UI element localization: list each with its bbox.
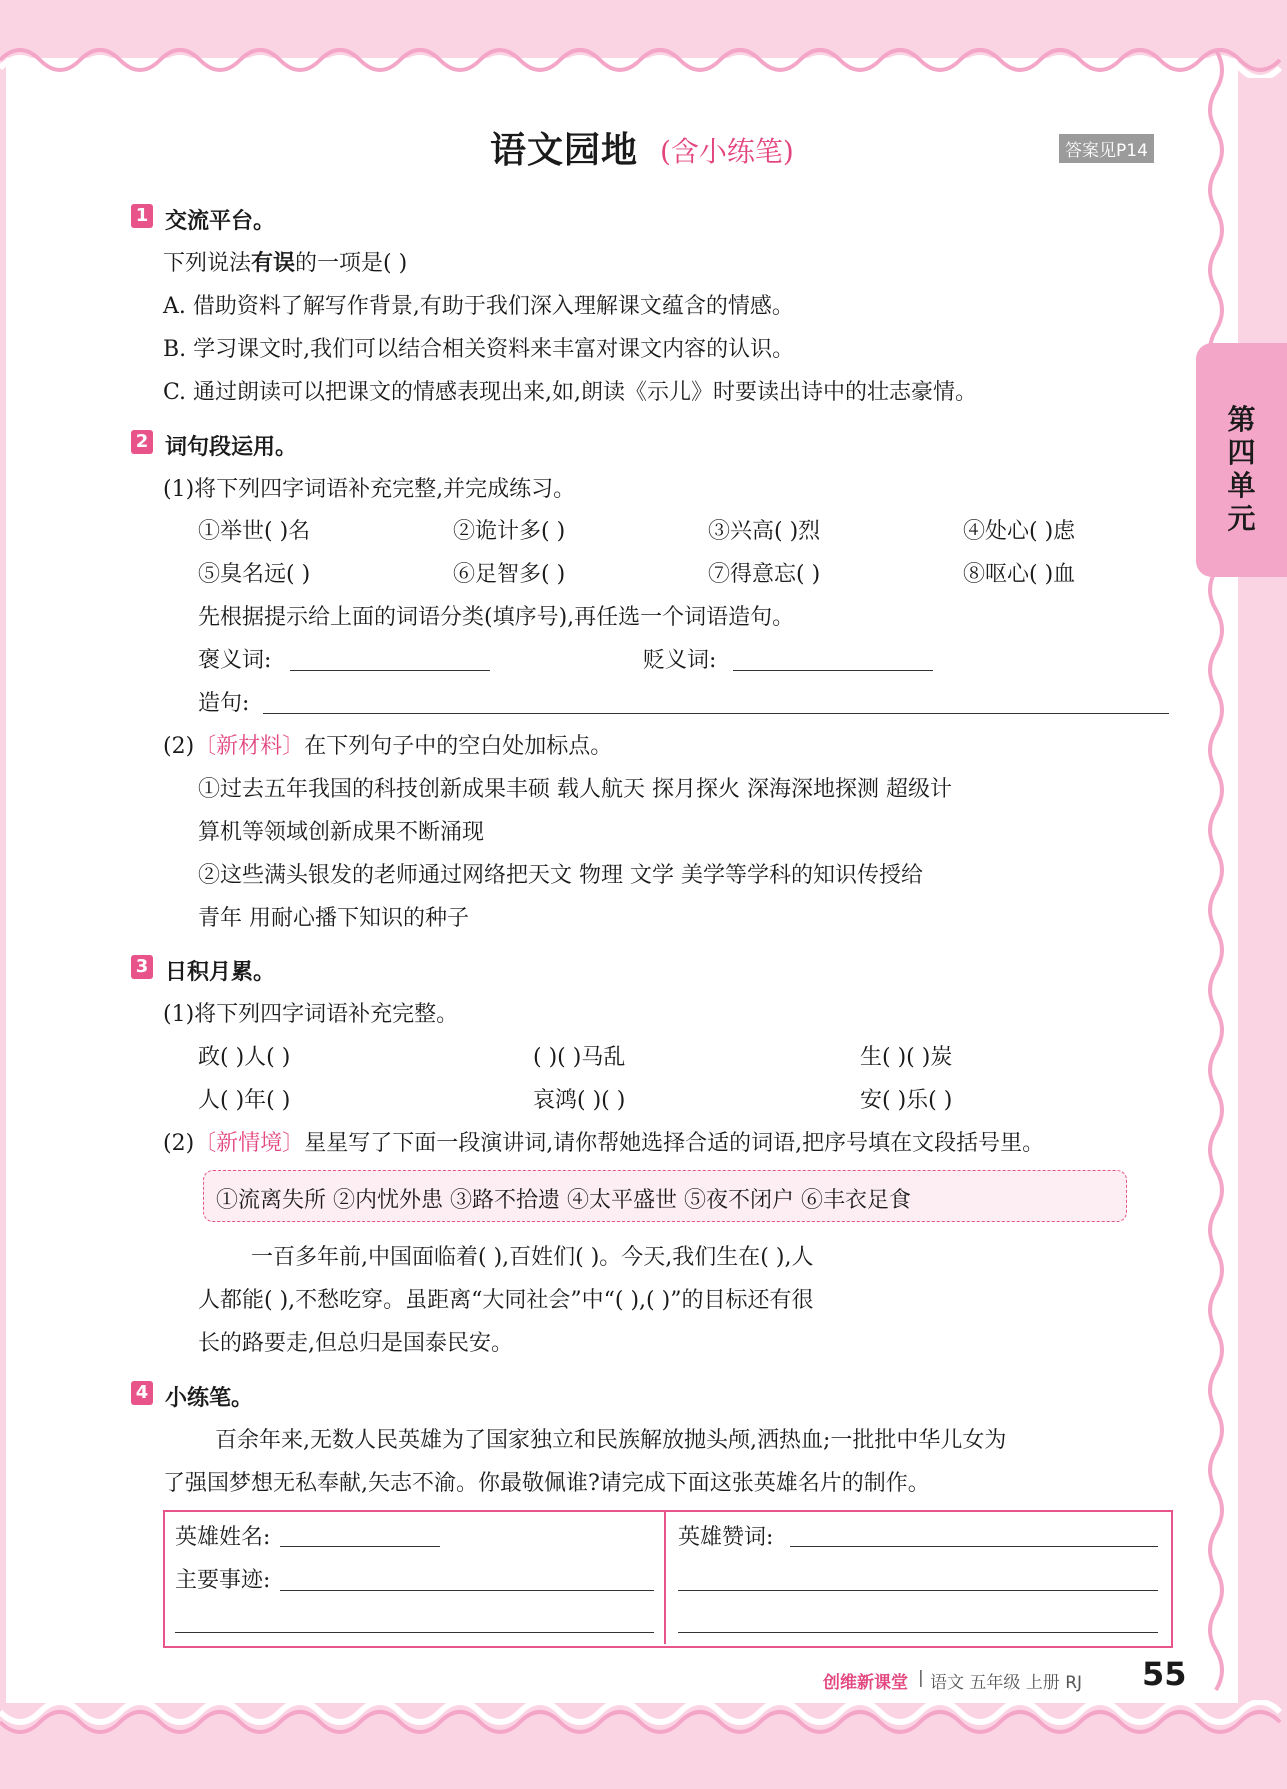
negative-words-answer-line[interactable] xyxy=(733,670,933,671)
positive-words-answer-line[interactable] xyxy=(290,670,490,671)
punctuation-sentence-1-line-2: 算机等领域创新成果不断涌现 xyxy=(198,820,485,845)
answer-reference-badge: 答案见P14 xyxy=(1059,134,1154,163)
writing-prompt-line-2: 了强国梦想无私奉献,矢志不渝。你最敬佩谁?请完成下面这张英雄名片的制作。 xyxy=(163,1471,930,1496)
section-2-part1-intro: (1)将下列四字词语补充完整,并完成练习。 xyxy=(163,477,576,502)
idiom-6: ⑥足智多( ) xyxy=(453,562,566,587)
top-wave-border xyxy=(0,38,1287,78)
unit-side-tab xyxy=(1196,343,1287,577)
speech-paragraph-line-1: 一百多年前,中国面临着( ),百姓们( )。今天,我们生在( ),人 xyxy=(251,1245,814,1270)
hero-card xyxy=(163,1510,1173,1648)
section-3-part2: (2)〔新情境〕星星写了下面一段演讲词,请你帮她选择合适的词语,把序号填在文段括号里。 xyxy=(163,1131,1045,1156)
footer-brand: 创维新课堂 xyxy=(823,1673,908,1693)
hero-card-divider xyxy=(664,1510,666,1644)
hero-praise-line-3[interactable] xyxy=(678,1632,1158,1633)
page-subtitle: (含小练笔) xyxy=(660,135,794,168)
idiom-4: ④处心( )虑 xyxy=(963,519,1076,544)
section-4-number: 4 xyxy=(131,1381,153,1405)
section-1-question: 下列说法有误的一项是( ) xyxy=(163,251,408,276)
unit-side-tab-label: 第四单元 xyxy=(1227,403,1256,535)
speech-paragraph-line-3: 长的路要走,但总归是国泰民安。 xyxy=(198,1331,513,1356)
hero-praise-line-1[interactable] xyxy=(790,1546,1158,1547)
idiom-2: ②诡计多( ) xyxy=(453,519,566,544)
idiom-3: ③兴高( )烈 xyxy=(708,519,821,544)
section-2-part2: (2)〔新材料〕在下列句子中的空白处加标点。 xyxy=(163,734,613,759)
option-a: A. 借助资料了解写作背景,有助于我们深入理解课文蕴含的情感。 xyxy=(163,294,794,319)
idiom-7: ⑦得意忘( ) xyxy=(708,562,821,587)
speech-paragraph-line-2: 人都能( ),不愁吃穿。虽距离“大同社会”中“( ),( )”的目标还有很 xyxy=(198,1288,814,1313)
page-number: 55 xyxy=(1142,1655,1187,1693)
idiom-8: ⑧呕心( )血 xyxy=(963,562,1076,587)
section-1-number: 1 xyxy=(131,204,153,228)
accumulate-idiom-4: 人( )年( ) xyxy=(198,1088,291,1113)
option-b: B. 学习课文时,我们可以结合相关资料来丰富对课文内容的认识。 xyxy=(163,337,795,362)
hero-praise-line-2[interactable] xyxy=(678,1590,1158,1591)
accumulate-idiom-5: 哀鸿( )( ) xyxy=(533,1088,626,1113)
hero-name-label: 英雄姓名: xyxy=(175,1525,271,1550)
sentence-label: 造句: xyxy=(198,691,250,716)
classify-instruction: 先根据提示给上面的词语分类(填序号),再任选一个词语造句。 xyxy=(198,605,795,630)
footer-book-info: 语文 五年级 上册 RJ xyxy=(930,1673,1083,1693)
accumulate-idiom-2: ( )( )马乱 xyxy=(533,1045,626,1070)
section-2-number: 2 xyxy=(131,430,153,454)
accumulate-idiom-6: 安( )乐( ) xyxy=(860,1088,953,1113)
accumulate-idiom-3: 生( )( )炭 xyxy=(860,1045,953,1070)
hero-deeds-line-1[interactable] xyxy=(280,1590,654,1591)
hero-deeds-label: 主要事迹: xyxy=(175,1568,271,1593)
footer-separator: | xyxy=(918,1668,924,1688)
bottom-wave-border xyxy=(0,1700,1287,1740)
hero-deeds-line-2[interactable] xyxy=(175,1632,654,1633)
idiom-5: ⑤臭名远( ) xyxy=(198,562,311,587)
punctuation-sentence-2-line-1: ②这些满头银发的老师通过网络把天文 物理 文学 美学等学科的知识传授给 xyxy=(198,863,923,888)
hero-praise-label: 英雄赞词: xyxy=(678,1525,774,1550)
option-c: C. 通过朗读可以把课文的情感表现出来,如,朗读《示儿》时要读出诗中的壮志豪情。 xyxy=(163,380,978,405)
sentence-answer-line[interactable] xyxy=(263,713,1169,714)
negative-words-label: 贬义词: xyxy=(643,648,717,673)
punctuation-sentence-1-line-1: ①过去五年我国的科技创新成果丰硕 载人航天 探月探火 深海深地探测 超级计 xyxy=(198,777,952,802)
word-choices: ①流离失所 ②内忧外患 ③路不拾遗 ④太平盛世 ⑤夜不闭户 ⑥丰衣足食 xyxy=(216,1188,911,1213)
writing-prompt-line-1: 百余年来,无数人民英雄为了国家独立和民族解放抛头颅,洒热血;一批批中华儿女为 xyxy=(215,1428,1007,1453)
section-4-title: 小练笔。 xyxy=(165,1386,254,1411)
page-title: 语文园地 xyxy=(490,130,639,171)
punctuation-sentence-2-line-2: 青年 用耐心播下知识的种子 xyxy=(198,906,469,931)
section-3-title: 日积月累。 xyxy=(165,960,276,985)
section-3-number: 3 xyxy=(131,955,153,979)
section-2-title: 词句段运用。 xyxy=(165,435,298,460)
idiom-1: ①举世( )名 xyxy=(198,519,311,544)
hero-name-line[interactable] xyxy=(280,1546,440,1547)
accumulate-idiom-1: 政( )人( ) xyxy=(198,1045,291,1070)
positive-words-label: 褒义词: xyxy=(198,648,272,673)
section-3-part1-intro: (1)将下列四字词语补充完整。 xyxy=(163,1002,459,1027)
section-1-title: 交流平台。 xyxy=(165,209,276,234)
right-wave-border xyxy=(1208,50,1232,1730)
